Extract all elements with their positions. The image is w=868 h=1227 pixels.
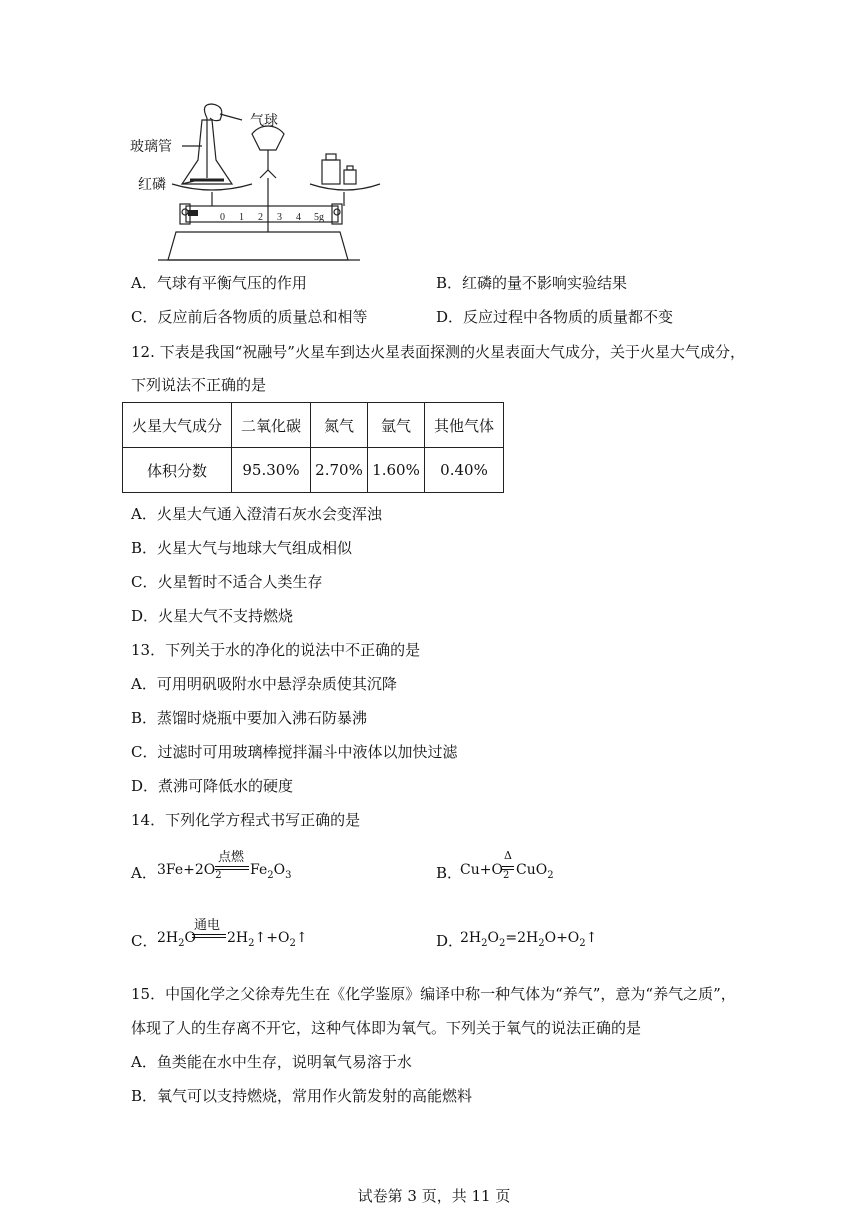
mars-atmosphere-table <box>122 402 504 493</box>
equals-bar <box>502 866 514 867</box>
table-cell: 其他气体 <box>425 403 504 448</box>
table-cell: 0.40% <box>425 448 504 493</box>
q15-stem-line2: 体现了人的生存离不开它，这种气体即为氧气。下列关于氧气的说法正确的是 <box>131 1019 642 1037</box>
scale-tick-2: 2 <box>258 212 263 223</box>
q14-option-c-condition: 通电 <box>194 918 221 933</box>
q12-stem-line1: 12. 下表是我国“祝融号”火星车到达火星表面探测的火星表面大气成分，关于火星大气成分， <box>131 343 745 361</box>
q12-stem-line2: 下列说法不正确的是 <box>131 376 267 394</box>
scale-tick-4: 4 <box>296 212 301 223</box>
q12-option-c: C．火星暂时不适合人类生存 <box>131 573 323 591</box>
equals-bar <box>215 869 249 870</box>
q14-option-d-equation: $2H_2O_2=2H_2O+O_2↑$ <box>460 930 598 949</box>
table-cell: 火星大气成分 <box>123 403 232 448</box>
label-glass-tube: 玻璃管 <box>130 139 172 155</box>
q15-option-b: B．氧气可以支持燃烧，常用作火箭发射的高能燃料 <box>131 1087 473 1105</box>
equals-bar <box>502 869 514 870</box>
table-cell: 1.60% <box>368 448 425 493</box>
q14-option-b-reactants: $Cu+O_2$ <box>460 862 510 881</box>
table-cell: 95.30% <box>232 448 311 493</box>
equals-bar <box>192 937 226 938</box>
table-row-header <box>123 403 504 448</box>
q12-option-b: B．火星大气与地球大气组成相似 <box>131 539 353 557</box>
q15-stem-line1: 15．中国化学之父徐寿先生在《化学鉴原》编译中称一种气体为“养气”，意为“养气之质”， <box>131 985 736 1003</box>
q14-option-a-label: A． <box>131 864 157 882</box>
q12-option-d: D．火星大气不支持燃烧 <box>131 607 294 625</box>
equals-bar <box>215 866 249 867</box>
q13-option-b: B．蒸馏时烧瓶中要加入沸石防暴沸 <box>131 709 368 727</box>
q14-option-a-products: $Fe_2O_3$ <box>250 862 292 881</box>
table-cell: 二氧化碳 <box>232 403 311 448</box>
q14-option-a-condition: 点燃 <box>218 850 245 865</box>
label-balloon: 气球 <box>250 113 278 129</box>
q14-option-c-reactants: $2H_2O$ <box>157 930 196 949</box>
page-footer: 试卷第 3 页，共 11 页 <box>357 1187 511 1205</box>
q15-option-a: A．鱼类能在水中生存，说明氧气易溶于水 <box>131 1053 412 1071</box>
scale-tick-1: 1 <box>239 212 244 223</box>
q13-option-c: C．过滤时可用玻璃棒搅拌漏斗中液体以加快过滤 <box>131 743 458 761</box>
q14-option-b-condition: Δ <box>504 849 512 862</box>
q14-option-c-products: $2H_2↑+O_2↑$ <box>227 930 308 949</box>
q14-stem: 14．下列化学方程式书写正确的是 <box>131 811 361 829</box>
label-red-phosphorus: 红磷 <box>138 177 166 193</box>
q14-option-c-label: C． <box>131 932 158 950</box>
scale-tick-3: 3 <box>277 212 282 223</box>
table-cell: 氩气 <box>368 403 425 448</box>
scale-ticks <box>220 212 324 223</box>
scale-tick-5: 5g <box>314 212 324 223</box>
q12-option-a: A．火星大气通入澄清石灰水会变浑浊 <box>131 505 382 523</box>
scale-tick-0: 0 <box>220 212 225 223</box>
q11-option-b: B．红磷的量不影响实验结果 <box>436 274 628 292</box>
table-row-values <box>123 448 504 493</box>
table-cell: 体积分数 <box>123 448 232 493</box>
q11-option-c: C．反应前后各物质的质量总和相等 <box>131 308 368 326</box>
equals-bar <box>192 934 226 935</box>
q11-option-d: D．反应过程中各物质的质量都不变 <box>436 308 674 326</box>
balance-experiment-figure <box>128 100 398 270</box>
table-cell: 氮气 <box>311 403 368 448</box>
q14-option-d-label: D． <box>436 932 464 950</box>
q13-option-a: A．可用明矾吸附水中悬浮杂质使其沉降 <box>131 675 397 693</box>
q13-option-d: D．煮沸可降低水的硬度 <box>131 777 294 795</box>
q14-option-b-label: B． <box>436 864 463 882</box>
q13-stem: 13．下列关于水的净化的说法中不正确的是 <box>131 641 421 659</box>
table-cell: 2.70% <box>311 448 368 493</box>
q14-option-a-reactants: $3Fe+2O_2$ <box>157 862 222 881</box>
q11-option-a: A．气球有平衡气压的作用 <box>131 274 307 292</box>
q14-option-b-products: CuO$_2$ <box>516 862 554 881</box>
